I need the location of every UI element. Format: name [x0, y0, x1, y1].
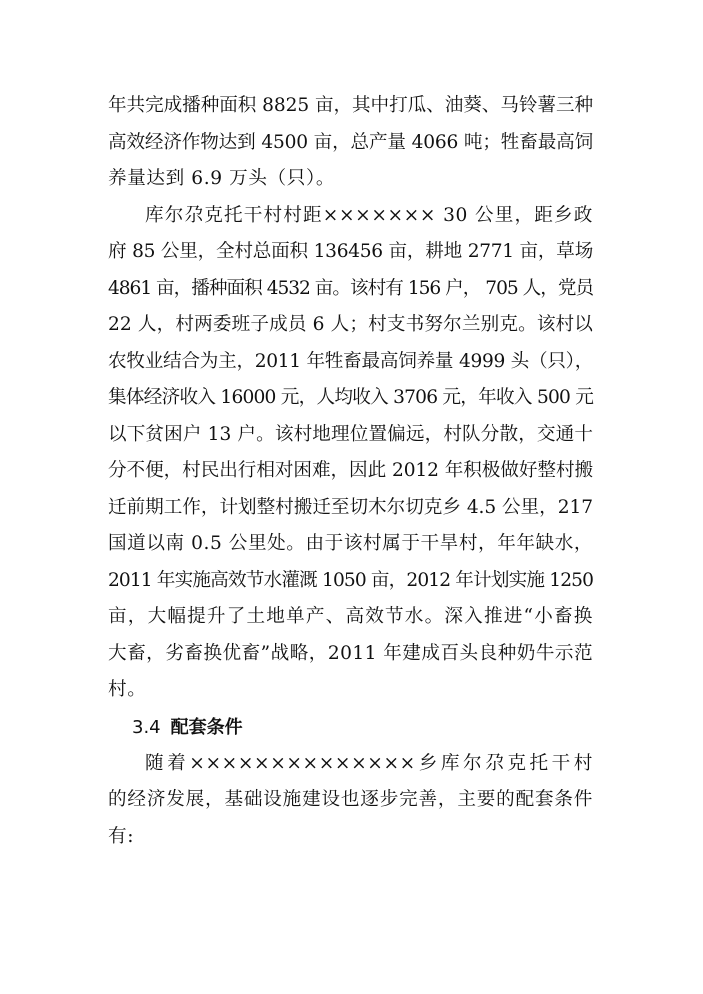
paragraph-crop-summary	[108, 88, 593, 198]
text-line: 以下贫困户 13 户。该村地理位置偏远，村队分散，交通十	[108, 423, 593, 445]
document-body	[108, 88, 593, 855]
text-line: 22 人，村两委班子成员 6 人；村支书努尔兰别克。该村以	[108, 314, 593, 335]
paragraph-village-profile	[108, 198, 593, 709]
section-title: 配套条件	[170, 716, 243, 738]
text-line: 随着××××××××××××××乡库尔尕克托干村	[145, 752, 593, 774]
text-line: 的经济发展，基础设施建设也逐步完善，主要的配套条件	[108, 789, 593, 810]
text-line: 亩，大幅提升了土地单产、高效节水。深入推进“小畜换	[108, 606, 593, 627]
text-line: 2011 年实施高效节水灌溉 1050 亩，2012 年计划实施 1250	[108, 569, 593, 591]
text-line: 高效经济作物达到 4500 亩，总产量 4066 吨；牲畜最高饲	[108, 131, 593, 153]
text-line: 4861 亩，播种面积 4532 亩。该村有 156 户， 705 人，党员	[108, 277, 593, 299]
section-number: 3.4	[132, 716, 161, 738]
text-line: 迁前期工作，计划整村搬迁至切木尔切克乡 4.5 公里，217	[108, 496, 593, 518]
text-line: 年共完成播种面积 8825 亩，其中打瓜、油葵、马铃薯三种	[108, 95, 593, 116]
text-line: 大畜，劣畜换优畜”战略，2011 年建成百头良种奶牛示范	[108, 642, 593, 664]
text-line: 分不便，村民出行相对困难，因此 2012 年积极做好整村搬	[108, 460, 593, 481]
text-line: 集体经济收入 16000 元，人均收入 3706 元，年收入 500 元	[108, 387, 593, 408]
text-line: 农牧业结合为主，2011 年牲畜最高饲养量 4999 头（只），	[108, 350, 593, 372]
text-line: 库尔尕克托干村村距××××××× 30 公里，距乡政	[145, 204, 593, 226]
text-line: 国道以南 0.5 公里处。由于该村属于干旱村，年年缺水，	[108, 533, 593, 554]
text-line: 府 85 公里，全村总面积 136456 亩，耕地 2771 亩，草场	[108, 241, 593, 262]
text-line: 村。	[108, 679, 147, 700]
section-heading	[108, 709, 593, 746]
text-line: 养量达到 6.9 万头（只）。	[108, 168, 336, 189]
text-line: 有:	[108, 825, 135, 847]
paragraph-supporting-conditions	[108, 746, 593, 856]
